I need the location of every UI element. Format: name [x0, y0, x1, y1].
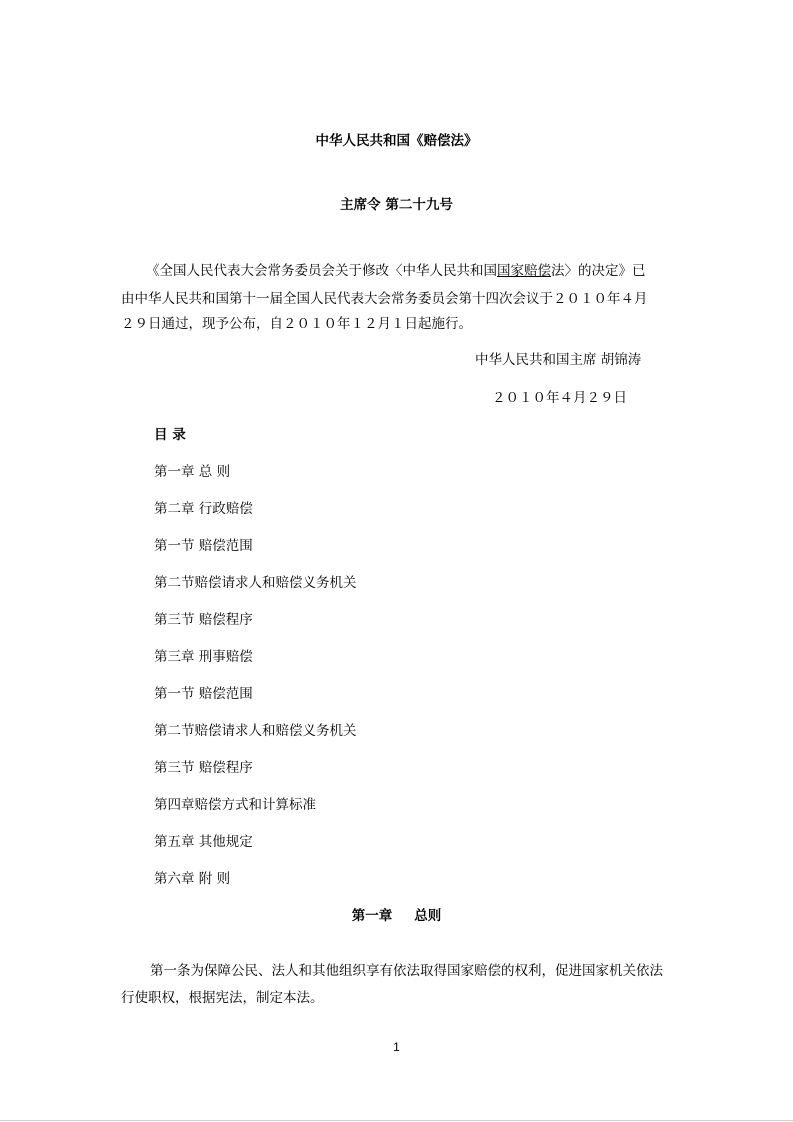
decree-line-1-start: 《全国人民代表大会常务委员会关于修改〈中华人民共和国	[146, 263, 497, 279]
toc-item: 第三节 赔偿程序	[154, 612, 253, 628]
toc-item: 第三节 赔偿程序	[154, 760, 253, 776]
toc-item: 第二节赔偿请求人和赔偿义务机关	[154, 723, 357, 739]
chapter-name: 总则	[414, 908, 442, 924]
toc-item: 第一节 赔偿范围	[154, 538, 253, 554]
document-title: 中华人民共和国《赔偿法》	[315, 133, 478, 149]
signature: 中华人民共和国主席 胡锦涛	[475, 352, 642, 368]
chapter-number: 第一章	[351, 908, 393, 924]
order-number: 主席令 第二十九号	[340, 197, 453, 213]
toc-item: 第二节赔偿请求人和赔偿义务机关	[154, 575, 357, 591]
toc-heading: 目 录	[154, 427, 186, 443]
decree-line-1-end: 法〉的决定》已	[551, 263, 646, 279]
decree-line-3: ２９日通过，现予公布，自２０１０年１２月１日起施行。	[121, 316, 472, 332]
decree-line-1	[146, 262, 646, 280]
toc-item: 第五章 其他规定	[154, 834, 253, 850]
toc-item: 第六章 附 则	[154, 871, 231, 887]
page-number: 1	[393, 1040, 400, 1054]
signing-date: ２０１０年４月２９日	[492, 390, 627, 406]
page-bottom-edge	[0, 1120, 793, 1121]
toc-item: 第二章 行政赔偿	[154, 501, 253, 517]
toc-item: 第一章 总 则	[154, 464, 231, 480]
article-1-line-1: 第一条为保障公民、法人和其他组织享有依法取得国家赔偿的权利，促进国家机关依法	[150, 963, 663, 979]
toc-item: 第一节 赔偿范围	[154, 686, 253, 702]
chapter-heading	[0, 907, 793, 925]
decree-line-1-underlined: 国家赔偿	[497, 263, 551, 279]
toc-item: 第四章赔偿方式和计算标准	[154, 797, 316, 813]
decree-line-2: 由中华人民共和国第十一届全国人民代表大会常务委员会第十四次会议于２０１０年４月	[121, 291, 648, 307]
toc-item: 第三章 刑事赔偿	[154, 649, 253, 665]
article-1-line-2: 行使职权，根据宪法，制定本法。	[121, 990, 324, 1006]
